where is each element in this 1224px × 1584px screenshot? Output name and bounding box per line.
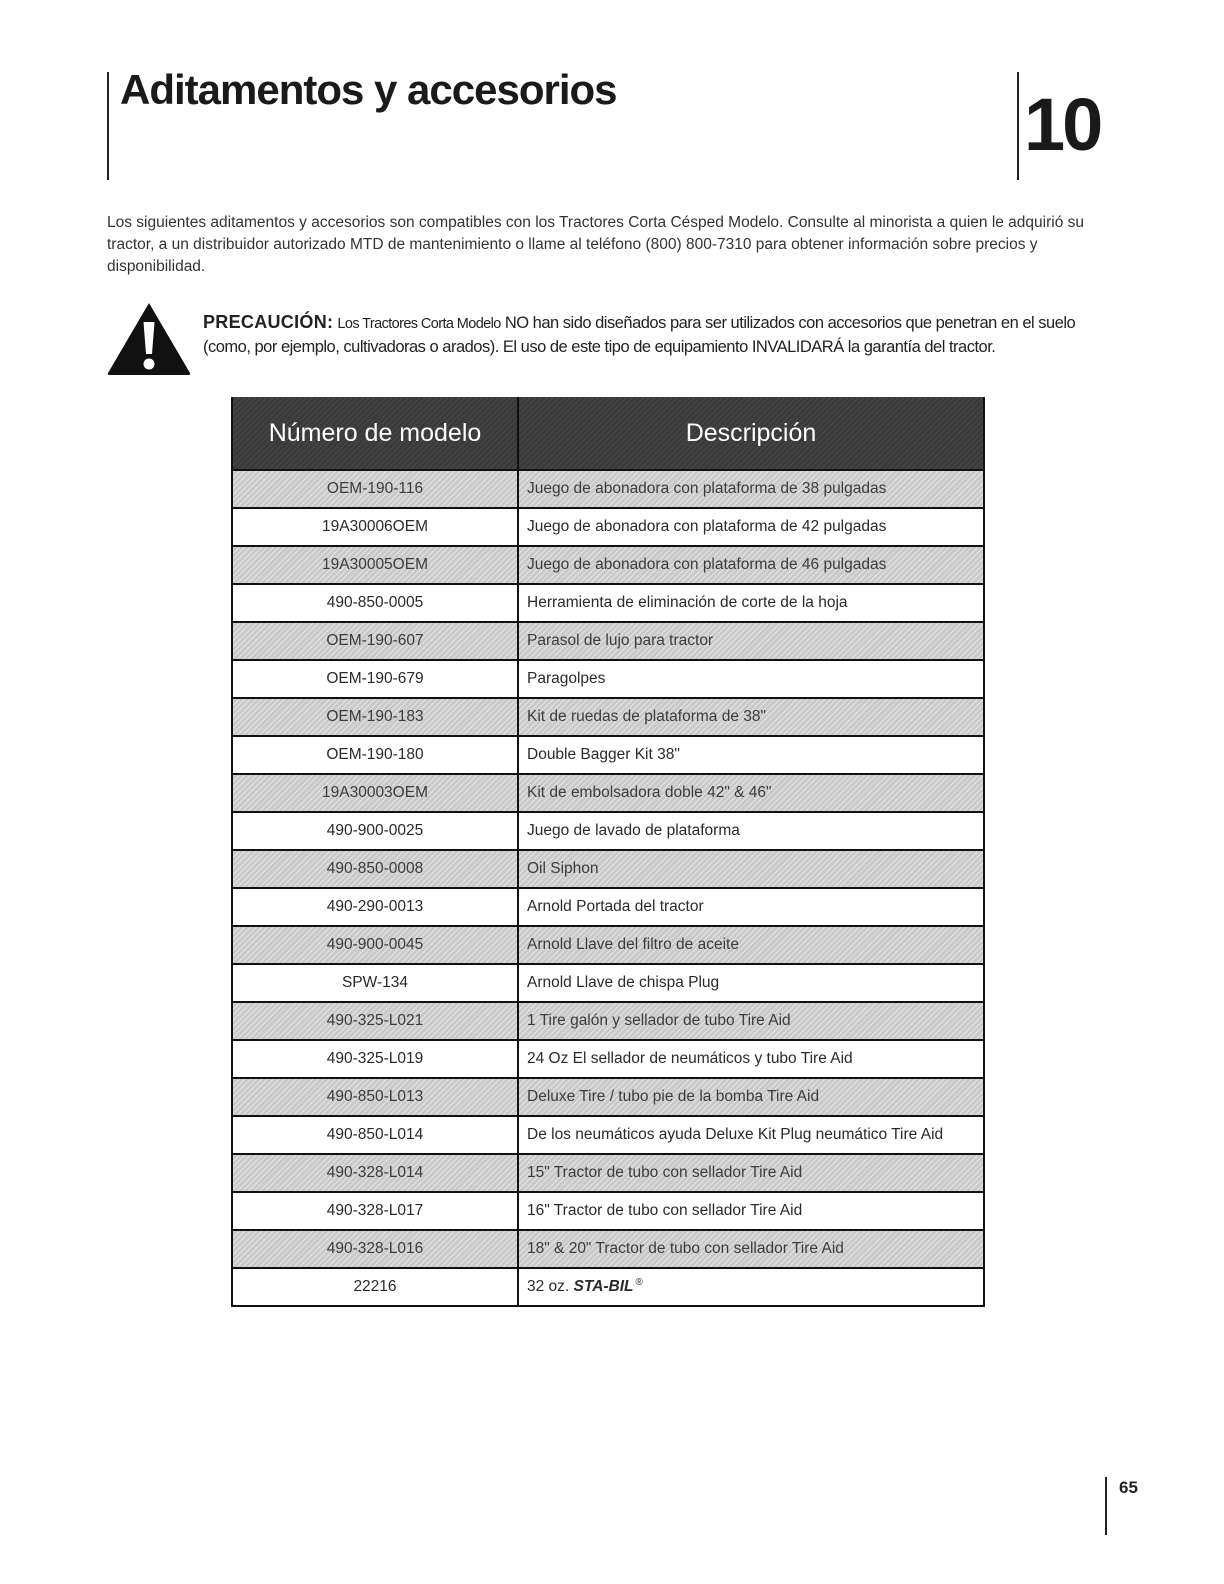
intro-paragraph: Los siguientes aditamentos y accesorios son compatibles con los Tractores Corta Césped Modelo. Consulte al minorista a quien le adquirió su tractor, a un distribuidor autorizado MTD de mantenimiento o llame al teléfono (800) 800-7310 para obtener información sobre precios y disponibilidad. (107, 214, 1085, 275)
description: Arnold Llave del filtro de aceite (518, 926, 984, 964)
registered-mark: ® (635, 1277, 643, 1289)
table-row (232, 774, 984, 812)
table-row (232, 660, 984, 698)
model-number: 490-900-0025 (232, 812, 518, 850)
table-row (232, 1116, 984, 1154)
table-row (232, 1268, 984, 1306)
description: Juego de abonadora con plataforma de 46 pulgadas (518, 546, 984, 584)
caution-label: PRECAUCIÓN: (203, 312, 334, 332)
model-number: OEM-190-180 (232, 736, 518, 774)
table-row (232, 698, 984, 736)
description: 16" Tractor de tubo con sellador Tire Aid (518, 1192, 984, 1230)
caution-model-text: Los Tractores Corta Modelo (337, 316, 501, 332)
table-row (232, 546, 984, 584)
description: Juego de lavado de plataforma (518, 812, 984, 850)
table-row (232, 470, 984, 508)
model-number: SPW-134 (232, 964, 518, 1002)
model-number: 490-328-L017 (232, 1192, 518, 1230)
chapter-number: 10 (1024, 83, 1101, 166)
model-number: 490-900-0045 (232, 926, 518, 964)
model-number: 490-850-L013 (232, 1078, 518, 1116)
model-number: OEM-190-183 (232, 698, 518, 736)
model-number: 19A30003OEM (232, 774, 518, 812)
description: Herramienta de eliminación de corte de la hoja (518, 584, 984, 622)
brand-name: STA-BIL (573, 1278, 634, 1296)
description (518, 1268, 984, 1306)
description: Kit de embolsadora doble 42" & 46" (518, 774, 984, 812)
caution-notice (203, 311, 1103, 359)
description: De los neumáticos ayuda Deluxe Kit Plug neumático Tire Aid (518, 1116, 984, 1154)
description: Juego de abonadora con plataforma de 38 pulgadas (518, 470, 984, 508)
table-row (232, 1154, 984, 1192)
description: Juego de abonadora con plataforma de 42 pulgadas (518, 508, 984, 546)
table-row (232, 622, 984, 660)
model-number: 490-325-L019 (232, 1040, 518, 1078)
header-model-number: Número de modelo (232, 397, 518, 470)
description: 15" Tractor de tubo con sellador Tire Aid (518, 1154, 984, 1192)
table-row (232, 926, 984, 964)
description: 24 Oz El sellador de neumáticos y tubo Tire Aid (518, 1040, 984, 1078)
accessories-table (231, 397, 985, 1307)
table-row (232, 964, 984, 1002)
caution-text: NO han sido diseñados para ser utilizados con accesorios que penetran en el suelo (como, por ejemplo, cultivadoras o arados). El uso de este tipo de equipamiento INVALIDARÁ la garantía del tractor. (203, 314, 1076, 356)
description: 1 Tire galón y sellador de tubo Tire Aid (518, 1002, 984, 1040)
table-row (232, 1078, 984, 1116)
description: Arnold Llave de chispa Plug (518, 964, 984, 1002)
table-row (232, 812, 984, 850)
model-number: 490-290-0013 (232, 888, 518, 926)
model-number: 490-850-L014 (232, 1116, 518, 1154)
table-row (232, 736, 984, 774)
description: Arnold Portada del tractor (518, 888, 984, 926)
model-number: 490-850-0005 (232, 584, 518, 622)
description: Paragolpes (518, 660, 984, 698)
table-row (232, 1040, 984, 1078)
table-row (232, 888, 984, 926)
page-number-rule (1105, 1477, 1107, 1535)
model-number: OEM-190-116 (232, 470, 518, 508)
model-number: 19A30006OEM (232, 508, 518, 546)
table-row (232, 850, 984, 888)
page-title: Aditamentos y accesorios (120, 66, 617, 113)
model-number: 19A30005OEM (232, 546, 518, 584)
chapter-rule (1017, 72, 1019, 180)
description: Double Bagger Kit 38" (518, 736, 984, 774)
table-row (232, 508, 984, 546)
header-description: Descripción (518, 397, 984, 470)
table-header-row (232, 397, 984, 470)
model-number: OEM-190-679 (232, 660, 518, 698)
accessories-table-wrap (231, 397, 983, 1307)
page-number: 65 (1119, 1478, 1138, 1497)
model-number: 22216 (232, 1268, 518, 1306)
description: Kit de ruedas de plataforma de 38" (518, 698, 984, 736)
description: Deluxe Tire / tubo pie de la bomba Tire Aid (518, 1078, 984, 1116)
description: Oil Siphon (518, 850, 984, 888)
description: Parasol de lujo para tractor (518, 622, 984, 660)
model-number: 490-850-0008 (232, 850, 518, 888)
model-number: OEM-190-607 (232, 622, 518, 660)
table-row (232, 1002, 984, 1040)
warning-icon (106, 300, 192, 376)
title-rule (107, 72, 109, 180)
table-row (232, 584, 984, 622)
description: 18" & 20" Tractor de tubo con sellador Tire Aid (518, 1230, 984, 1268)
model-number: 490-328-L014 (232, 1154, 518, 1192)
description-prefix: 32 oz. (527, 1278, 570, 1296)
table-row (232, 1192, 984, 1230)
model-number: 490-325-L021 (232, 1002, 518, 1040)
table-row (232, 1230, 984, 1268)
model-number: 490-328-L016 (232, 1230, 518, 1268)
